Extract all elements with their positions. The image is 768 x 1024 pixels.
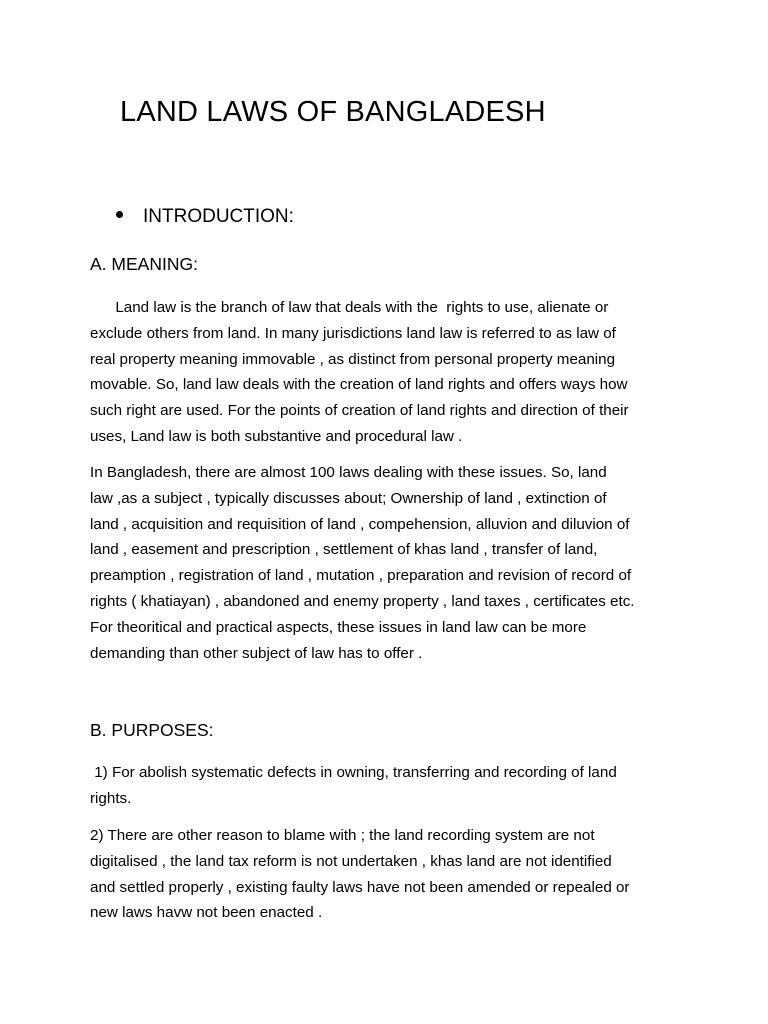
introduction-heading: INTRODUCTION: <box>143 206 294 227</box>
paragraph-line: demanding than other subject of law has to offer . <box>90 644 423 662</box>
paragraph-line: For theoritical and practical aspects, these issues in land law can be more <box>90 618 587 636</box>
paragraph-line: digitalised , the land tax reform is not undertaken , khas land are not identified <box>90 852 612 870</box>
paragraph-line: such right are used. For the points of creation of land rights and direction of their <box>90 402 629 420</box>
paragraph-line: law ,as a subject , typically discusses about; Ownership of land , extinction of <box>90 489 607 507</box>
paragraph-line: and settled properly , existing faulty laws have not been amended or repealed or <box>90 878 630 896</box>
paragraph-line: exclude others from land. In many jurisdictions land law is referred to as law of <box>90 324 616 342</box>
paragraph-line: uses, Land law is both substantive and procedural law . <box>90 427 463 445</box>
bullet-icon <box>116 211 123 218</box>
meaning-heading: A. MEANING: <box>90 254 198 274</box>
paragraph-line: 1) For abolish systematic defects in owning, transferring and recording of land <box>90 764 617 781</box>
document-title: LAND LAWS OF BANGLADESH <box>120 96 546 128</box>
paragraph-line: 2) There are other reason to blame with ; the land recording system are not <box>90 827 595 844</box>
meaning-paragraph-2 <box>90 460 680 666</box>
paragraph-line: preamption , registration of land , mutation , preparation and revision of record of <box>90 567 632 585</box>
introduction-bullet <box>116 206 294 228</box>
paragraph-line: new laws havw not been enacted . <box>90 904 323 922</box>
paragraph-line: real property meaning immovable , as distinct from personal property meaning <box>90 350 616 368</box>
paragraph-line: land , easement and prescription , settlement of khas land , transfer of land, <box>90 541 598 559</box>
purposes-heading: B. PURPOSES: <box>90 720 214 740</box>
purpose-item-1 <box>90 760 680 812</box>
paragraph-line: Land law is the branch of law that deals with the rights to use, alienate or <box>90 299 609 316</box>
paragraph-line: In Bangladesh, there are almost 100 laws dealing with these issues. So, land <box>90 464 607 481</box>
meaning-paragraph-1 <box>90 295 680 450</box>
paragraph-line: movable. So, land law deals with the creation of land rights and offers ways how <box>90 376 628 394</box>
purpose-item-2 <box>90 823 680 926</box>
paragraph-line: land , acquisition and requisition of land , compehension, alluvion and diluvion of <box>90 515 630 533</box>
paragraph-line: rights ( khatiayan) , abandoned and enemy property , land taxes , certificates etc. <box>90 592 635 610</box>
paragraph-line: rights. <box>90 789 132 807</box>
